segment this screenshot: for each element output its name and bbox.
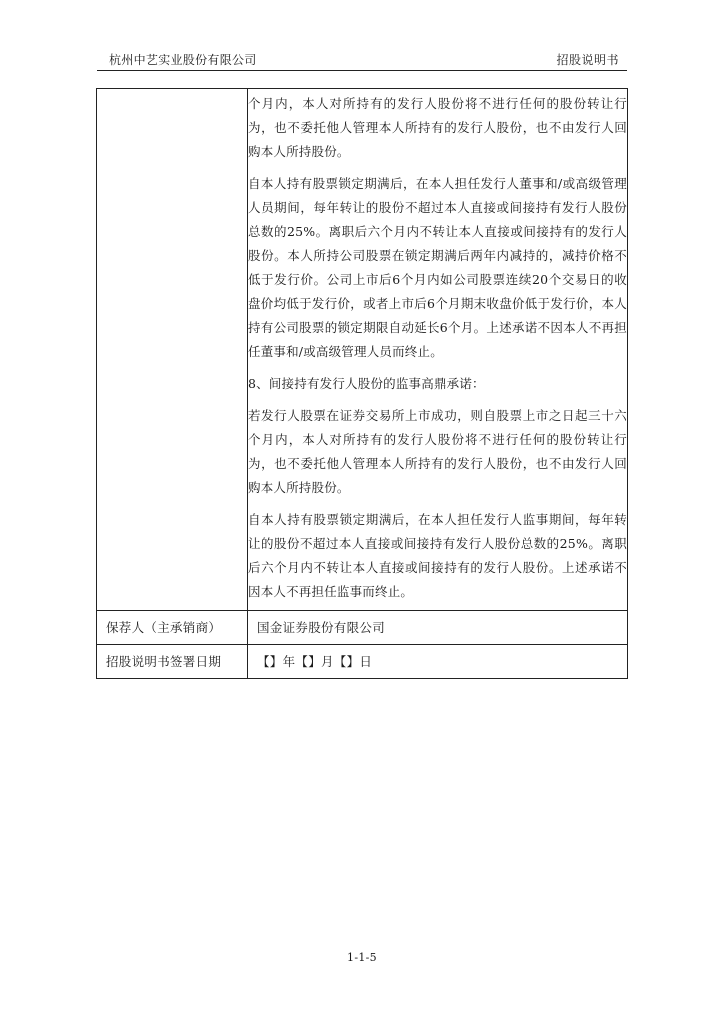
info-table xyxy=(96,88,628,679)
sign-date-value-cell xyxy=(248,645,628,679)
header-rule xyxy=(97,70,627,71)
commitment-paragraph-1: 个月内，本人对所持有的发行人股份将不进行任何的股份转让行为，也不委托他人管理本人所持有的发行人股份，也不由发行人回购本人所持股份。 xyxy=(248,96,627,159)
sign-date-row xyxy=(97,645,628,679)
sign-date-label-cell xyxy=(97,645,248,679)
commitments-label-cell xyxy=(97,89,248,611)
page-header xyxy=(97,50,627,70)
commitments-row xyxy=(97,89,628,611)
sponsor-row xyxy=(97,611,628,645)
page-number: 1-1-5 xyxy=(347,951,377,964)
document-type: 招股说明书 xyxy=(556,53,619,67)
commitment-paragraph-5: 自本人持有股票锁定期满后，在本人担任发行人监事期间，每年转让的股份不超过本人直接或间接持有发行人股份总数的25%。离职后六个月内不转让本人直接或间接持有的发行人股份。上述承诺不因本人不再担任监事而终止。 xyxy=(248,512,627,599)
commitment-paragraph-4: 若发行人股票在证券交易所上市成功，则自股票上市之日起三十六个月内，本人对所持有的发行人股份将不进行任何的股份转让行为，也不委托他人管理本人所持有的发行人股份，也不由发行人回购本人所持股份。 xyxy=(248,408,627,495)
sign-date-label: 招股说明书签署日期 xyxy=(106,654,222,669)
commitment-heading-8: 8、间接持有发行人股份的监事高鼎承诺： xyxy=(248,376,485,391)
sponsor-value-cell xyxy=(248,611,628,645)
sign-date-value: 【】年【】月【】日 xyxy=(257,654,373,669)
company-name: 杭州中艺实业股份有限公司 xyxy=(109,53,257,67)
sponsor-value: 国金证券股份有限公司 xyxy=(257,620,386,635)
sponsor-label-cell xyxy=(97,611,248,645)
sponsor-label: 保荐人（主承销商） xyxy=(106,620,222,635)
commitment-paragraph-2: 自本人持有股票锁定期满后，在本人担任发行人董事和/或高级管理人员期间，每年转让的股份不超过本人直接或间接持有发行人股份总数的25%。离职后六个月内不转让本人直接或间接持有的发行人股份。本人所持公司股票在锁定期满后两年内减持的，减持价格不低于发行价。公司上市后6个月内如公司股票连续20个交易日的收盘价均低于发行价，或者上市后6个月期末收盘价低于发行价，本人持有公司股票的锁定期限自动延长6个月。上述承诺不因本人不再担任董事和/或高级管理人员而终止。 xyxy=(248,176,627,359)
commitments-content-cell xyxy=(248,89,628,611)
